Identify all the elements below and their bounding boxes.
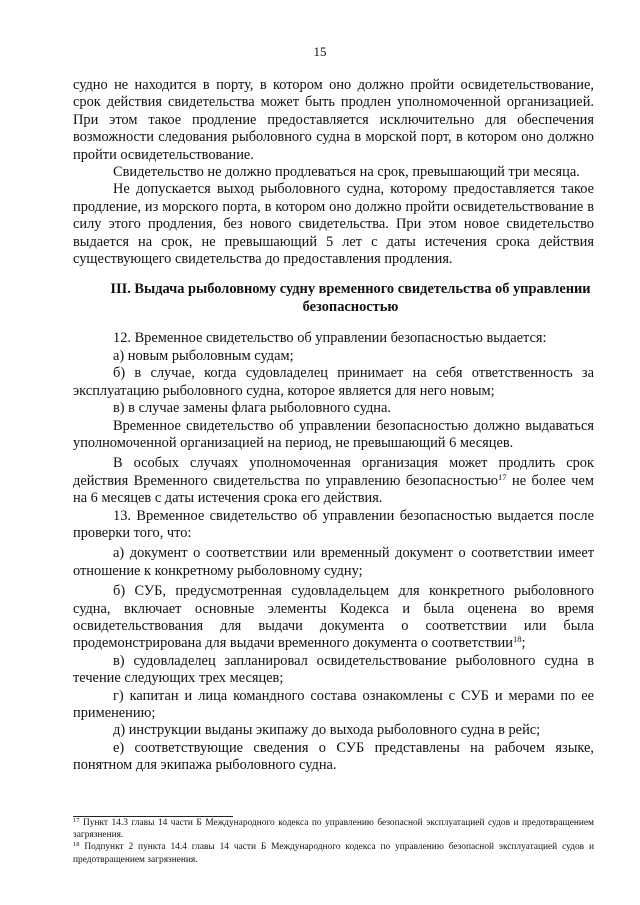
footnote-18 (73, 841, 594, 865)
clause-13-intro: 13. Временное свидетельство об управлении безопасностью выдается после проверки того, что: (73, 507, 594, 541)
paragraph-departure-ban: Не допускается выход рыболовного судна, которому предоставляется такое продление, из морского порта, в котором оно должно пройти освидетельствование в силу этого продления, без нового свидетельства. При этом новое свидетельство выдается на срок, не превышающий 5 лет с даты истечения срока действия существующего свидетельства до предоставления продления. (73, 181, 594, 268)
footnote-17-text: Пункт 14.3 главы 14 части Б Международного кодекса по управлению безопасной эксплуатацией судов и предотвращением загрязнения. (73, 818, 594, 841)
footnote-18-text: Подпункт 2 пункта 14.4 главы 14 части Б Международного кодекса по управлению безопасной эксплуатацией судов и предотвращением загрязнения. (73, 842, 594, 865)
clause-13-item-e: д) инструкции выданы экипажу до выхода рыболовного судна в рейс; (113, 722, 541, 739)
clause-12-extension-text: В особых случаях уполномоченная организация может продлить срок действия Временного свидетельства по управлению безопасностью (73, 455, 594, 489)
page-number: 15 (313, 44, 327, 59)
clause-13-item-c: в) судовладелец запланировал освидетельствование рыболовного судна в течение следующих трех месяцев; (73, 652, 594, 687)
clause-13-item-d: г) капитан и лица командного состава ознакомлены с СУБ и мерами по ее применению; (73, 687, 594, 721)
clause-12-issue-period: Временное свидетельство об управлении безопасностью должно выдаваться уполномоченной организацией на период, не превышающий 6 месяцев. (73, 417, 594, 451)
clause-13-item-b-text: б) СУБ, предусмотренная судовладельцем для конкретного рыболовного судна, включает основные элементы Кодекса и была оценена во время освидетельствования для выдачи документа о соответствии или была продемонстрирована для выдачи временного документа о соответствии (73, 583, 594, 652)
footnote-18-marker: 18 (73, 841, 80, 849)
clause-12-item-b: б) в случае, когда судовладелец принимает на себя ответственность за эксплуатацию рыболовного судна, которое является для него новым; (73, 365, 594, 399)
clause-13-item-b-tail: ; (521, 635, 526, 652)
clause-13-item-f: е) соответствующие сведения о СУБ представлены на рабочем языке, понятном для экипажа рыболовного судна. (73, 739, 594, 774)
clause-12-item-c: в) в случае замены флага рыболовного судна. (113, 400, 391, 417)
clause-12-item-a: а) новым рыболовным судам; (113, 347, 294, 364)
footnotes (73, 817, 594, 866)
footnote-ref-17: 17 (498, 471, 507, 482)
footnote-17-marker: 17 (73, 817, 80, 824)
document-body (73, 77, 594, 775)
section-heading: III. Выдача рыболовному судну временного свидетельства об управлении безопасностью (110, 281, 591, 316)
footnote-ref-18: 18 (512, 634, 522, 645)
clause-12-extension-tail: не более чем на 6 месяцев с даты истечения срока его действия. (73, 472, 594, 507)
clause-13-item-a: а) документ о соответствии или временный документ о соответствии имеет отношение к конкретному рыболовному судну; (73, 545, 594, 579)
paragraph-extension-limit: Свидетельство не должно продлеваться на срок, превышающий три месяца. (113, 164, 580, 181)
clause-12-intro: 12. Временное свидетельство об управлении безопасностью выдается: (113, 330, 547, 347)
paragraph-continuation: судно не находится в порту, в котором оно должно пройти освидетельствование, срок действия свидетельства может быть продлен уполномоченной организацией. При этом такое продление предоставляется исключительно для обеспечения возможности следования рыболовного судна в морской порт, в котором оно должно пройти освидетельствование. (73, 77, 594, 163)
clause-13-item-b (73, 583, 594, 653)
footnote-17 (73, 817, 594, 841)
clause-12-extension (73, 455, 594, 507)
